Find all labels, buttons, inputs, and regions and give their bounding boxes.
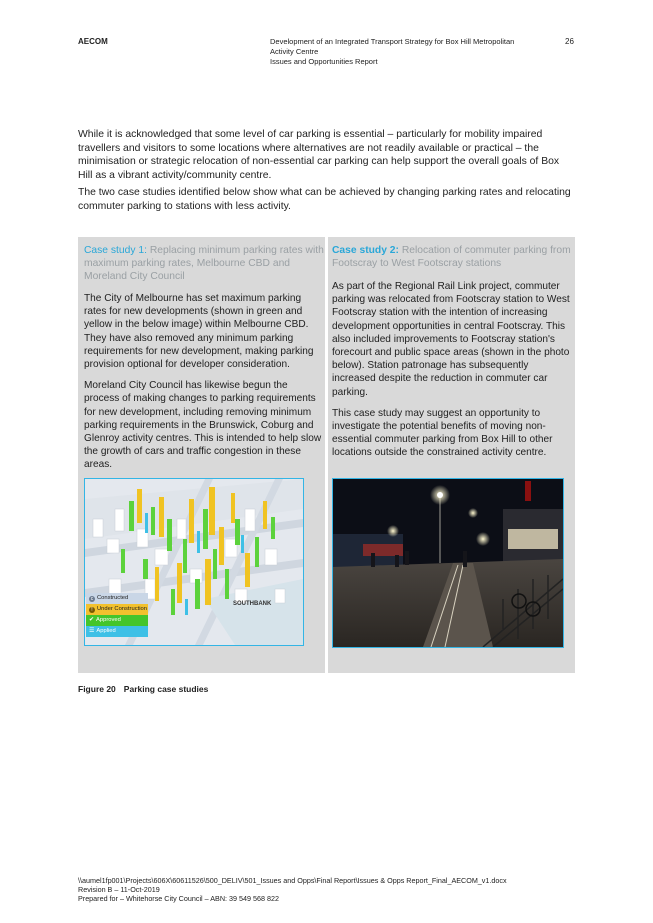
case-study-2-label: Case study 2: [332, 245, 399, 256]
legend-applied [86, 626, 148, 637]
page-number: 26 [565, 37, 574, 46]
case-study-1-paragraph-2: Moreland City Council has likewise begun the process of making changes to parking requirements for new development, including removing minimum parking requirements in the Brunswick, Coburg and Glenroy activity centres. This is intended to help slow the growth of cars and traffic congestion in these areas. [84, 380, 322, 471]
southbank-label: SOUTHBANK [233, 601, 272, 607]
case-study-2-paragraph-1: As part of the Regional Rail Link project, commuter parking was relocated from Footscray station to West Footscray station with the intention of increasing development opportunities in central Footscray. This also included improvements to Footscray station's forecourt and public space areas (shown in the photo below). Station patronage has subsequently increased despite the reduction in commuter car parking. [332, 281, 570, 398]
footscray-station-night-photo [332, 478, 564, 648]
case-study-1-heading [84, 244, 324, 283]
document-title-line3: Issues and Opportunities Report [270, 57, 378, 66]
constructed-icon: c [90, 595, 94, 602]
document-title [270, 37, 530, 67]
case-study-1-label: Case study 1: [84, 245, 147, 256]
figure-caption [78, 684, 208, 694]
checkmark-icon: ✔ [89, 617, 95, 623]
legend-applied-label: Applied [96, 628, 116, 634]
case-study-1-paragraph-1: The City of Melbourne has set maximum parking rates for new developments (shown in green and yellow in the below image) within Melbourne CBD. They have also removed any minimum parking requirements for new development, making parking provision optional for developer consideration. [84, 293, 314, 371]
figure-caption-text: Parking case studies [123, 684, 209, 694]
case-study-2-heading [332, 244, 572, 270]
legend-constructed [86, 593, 148, 604]
page-footer [78, 876, 507, 904]
list-icon: ☰ [89, 628, 95, 634]
station-photo-graphic [333, 479, 563, 647]
case-study-1 [84, 244, 324, 480]
document-title-line1: Development of an Integrated Transport Strategy for Box Hill Metropolitan [270, 37, 515, 46]
case-study-1-title: Replacing minimum parking rates with maximum parking rates, Melbourne CBD and Moreland City Council [84, 245, 324, 282]
map-legend [86, 593, 148, 637]
legend-approved-label: Approved [96, 617, 121, 623]
footer-prepared-for: Prepared for – Whitehorse City Council – ABN: 39 549 568 822 [78, 894, 279, 904]
legend-approved [86, 615, 148, 626]
intro-paragraph-1: While it is acknowledged that some level of car parking is essential – particularly for mobility impaired travellers and visitors to some locations where alternatives are not readily available or practical – the minimisation or strategic relocation of non-essential car parking can help support the overall goals of Box Hill as a vibrant activity/community centre. [78, 129, 560, 181]
figure-number: Figure 20 [78, 684, 116, 694]
legend-under-construction [86, 604, 148, 615]
legend-constructed-label: Constructed [97, 595, 129, 601]
case-study-2-paragraph-2: This case study may suggest an opportunity to investigate the potential benefits of moving non-essential commuter parking from Box Hill to other locations outside the constrained activity centre. [332, 407, 553, 459]
intro-paragraph-2: The two case studies identified below show what can be achieved by changing parking rates and relocating commuter parking to stations with less activity. [78, 187, 571, 212]
case-study-2 [332, 244, 572, 468]
footer-revision: Revision B – 11-Oct-2019 [78, 885, 160, 895]
column-divider [325, 237, 328, 673]
case-studies-box [78, 237, 575, 673]
document-title-line2: Activity Centre [270, 47, 319, 56]
legend-under-construction-label: Under Construction [97, 606, 147, 612]
under-construction-icon: ! [89, 607, 95, 613]
footer-file-path: \\aumel1fp001\Projects\606X\60611526\500_DELIV\501_Issues and Opps\Final Report\Issues & Opps Report_Final_AECOM_v1.docx [78, 876, 507, 885]
case-study-2-title: Relocation of commuter parking from Footscray to West Footscray stations [332, 245, 571, 269]
melbourne-cbd-3d-map-image [84, 478, 304, 646]
company-name: AECOM [78, 37, 108, 46]
